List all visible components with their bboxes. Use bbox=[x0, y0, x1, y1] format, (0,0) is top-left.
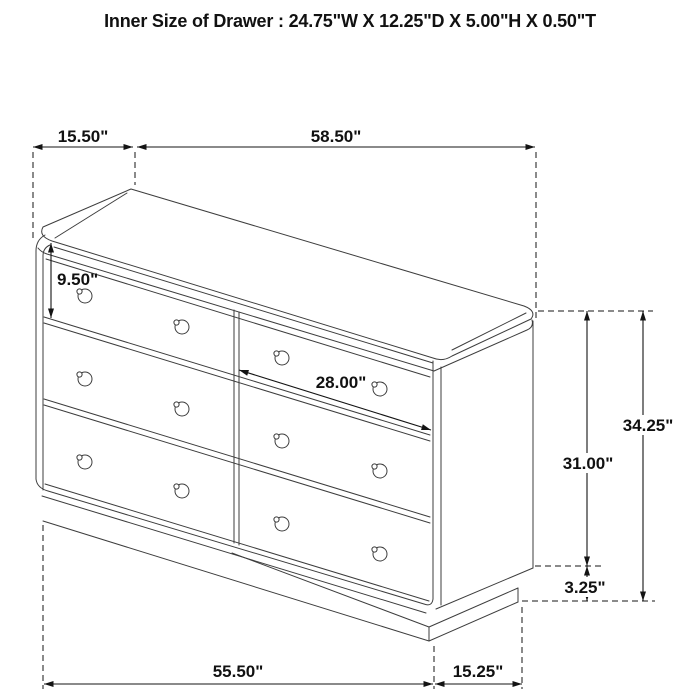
dim-base-height-label: 3.25" bbox=[564, 578, 606, 597]
dim-base-depth-label: 15.25" bbox=[452, 662, 504, 681]
dim-cabinet-height-label: 31.00" bbox=[562, 454, 614, 473]
dim-overall-height-label: 34.25" bbox=[622, 416, 674, 435]
dim-base-width-label: 55.50" bbox=[212, 662, 264, 681]
dim-drawer-height-label: 9.50" bbox=[57, 270, 99, 289]
figure-title: Inner Size of Drawer : 24.75"W X 12.25"D X 5.00"H X 0.50"T bbox=[104, 11, 596, 31]
dim-drawer-width-label: 28.00" bbox=[315, 373, 367, 392]
dim-top-width-label: 58.50" bbox=[310, 127, 362, 146]
dim-top-depth-label: 15.50" bbox=[57, 127, 109, 146]
